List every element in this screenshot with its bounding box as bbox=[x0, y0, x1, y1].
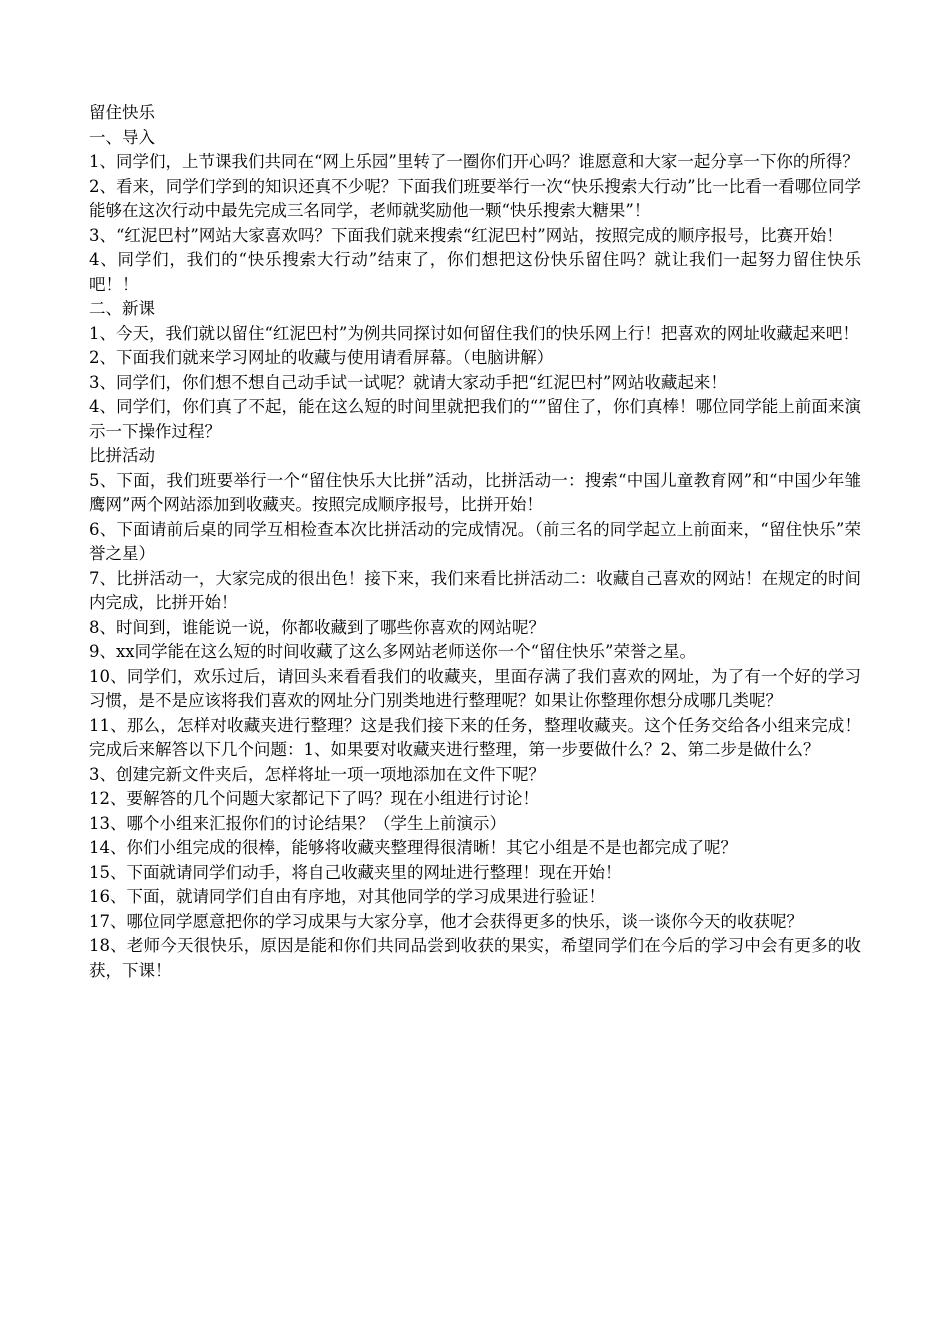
document-title: 留住快乐 bbox=[89, 103, 155, 122]
paragraph: 18、老师今天很快乐，原因是能和你们共同品尝到收获的果实，希望同学们在今后的学习中会有更多的收获，下课！ bbox=[89, 936, 861, 980]
paragraph: 5、下面，我们班要举行一个“留住快乐大比拼”活动，比拼活动一：搜索“中国儿童教育网”和“中国少年雏鹰网”两个网站添加到收藏夹。按照完成顺序报号，比拼开始！ bbox=[89, 470, 861, 514]
paragraph: 8、时间到，谁能说一说，你都收藏到了哪些你喜欢的网站呢？ bbox=[89, 617, 545, 637]
paragraph: 2、下面我们就来学习网址的收藏与使用请看屏幕。（电脑讲解） bbox=[89, 348, 554, 367]
paragraph: 17、哪位同学愿意把你的学习成果与大家分享，他才会获得更多的快乐，谈一谈你今天的收获呢？ bbox=[89, 911, 803, 931]
section-heading-competition: 比拼活动 bbox=[89, 446, 155, 465]
section-heading-intro: 一、导入 bbox=[89, 127, 155, 147]
paragraph: 3、“红泥巴村”网站大家喜欢吗？下面我们就来搜索“红泥巴村”网站，按照完成的顺序报号，比赛开始！ bbox=[89, 225, 843, 245]
paragraph: 3、同学们，你们想不想自己动手试一试呢？就请大家动手把“红泥巴村”网站收藏起来！ bbox=[89, 372, 727, 392]
paragraph: 10、同学们，欢乐过后，请回头来看看我们的收藏夹，里面存满了我们喜欢的网址，为了有一个好的学习习惯，是不是应该将我们喜欢的网址分门别类地进行整理呢？如果让你整理你想分成哪几类呢？ bbox=[89, 666, 861, 710]
paragraph: 11、那么，怎样对收藏夹进行整理？这是我们接下来的任务，整理收藏夹。这个任务交给各小组来完成！完成后来解答以下几个问题：1、如果要对收藏夹进行整理，第一步要做什么？2、第二步是做什么？ bbox=[89, 715, 861, 759]
paragraph: 4、同学们，你们真了不起，能在这么短的时间里就把我们的“”留住了，你们真棒！哪位同学能上前面来演示一下操作过程？ bbox=[89, 397, 861, 441]
section-heading-new-lesson: 二、新课 bbox=[89, 299, 155, 318]
paragraph: 12、要解答的几个问题大家都记下了吗？现在小组进行讨论！ bbox=[89, 789, 539, 808]
paragraph: 9、xx同学能在这么短的时间收藏了这么多网站老师送你一个“留住快乐”荣誉之星。 bbox=[89, 642, 696, 661]
paragraph: 3、创建完新文件夹后，怎样将址一项一项地添加在文件下呢？ bbox=[89, 764, 545, 784]
document-body bbox=[89, 101, 861, 983]
paragraph: 4、同学们，我们的“快乐搜索大行动”结束了，你们想把这份快乐留住吗？就让我们一起努力留住快乐吧！！ bbox=[89, 250, 861, 294]
paragraph: 7、比拼活动一，大家完成的很出色！接下来，我们来看比拼活动二：收藏自己喜欢的网站！在规定的时间内完成，比拼开始！ bbox=[89, 568, 861, 612]
paragraph: 1、同学们，上节课我们共同在“网上乐园”里转了一圈你们开心吗？谁愿意和大家一起分享一下你的所得？ bbox=[89, 152, 859, 171]
paragraph: 2、看来，同学们学到的知识还真不少呢？下面我们班要举行一次“快乐搜索大行动”比一比看一看哪位同学能够在这次行动中最先完成三名同学，老师就奖励他一颗“快乐搜索大糖果”！ bbox=[89, 176, 861, 220]
paragraph: 13、哪个小组来汇报你们的讨论结果？（学生上前演示） bbox=[89, 813, 506, 833]
paragraph: 6、下面请前后桌的同学互相检查本次比拼活动的完成情况。（前三名的同学起立上前面来，“留住快乐”荣誉之星） bbox=[89, 519, 861, 563]
paragraph: 16、下面，就请同学们自由有序地，对其他同学的学习成果进行验证！ bbox=[89, 887, 605, 906]
paragraph: 15、下面就请同学们动手，将自己收藏夹里的网址进行整理！现在开始！ bbox=[89, 862, 622, 882]
paragraph: 1、今天，我们就以留住“红泥巴村”为例共同探讨如何留住我们的快乐网上行！把喜欢的网址收藏起来吧！ bbox=[89, 323, 859, 343]
paragraph: 14、你们小组完成的很棒，能够将收藏夹整理得很清晰！其它小组是不是也都完成了呢？ bbox=[89, 838, 737, 857]
